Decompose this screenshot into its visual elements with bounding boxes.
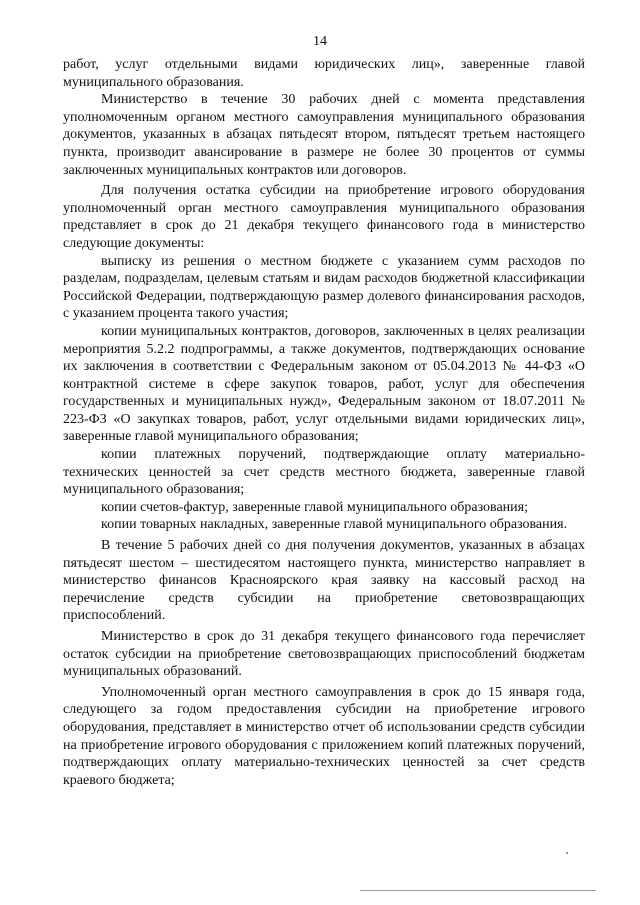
list-item-contract-copies: копии муниципальных контрактов, договоров, заключенных в целях реализации мероприятия 5.2.2 подпрограммы, а также документов, подтверждающих основание их заключения в соответствии с Федеральным законом от 05.04.2013 № 44-ФЗ «О контрактной системе в сфере закупок товаров, работ, услуг для обеспечения государственных и муниципальных нужд», Федеральным законом от 18.07.2011 № 223-ФЗ «О закупках товаров, работ, услуг отдельными видами юридических лиц», заверенные главой муниципального образования;: [63, 323, 585, 445]
paragraph-continuation: работ, услуг отдельными видами юридических лиц», заверенные главой муниципального образования.: [63, 57, 585, 90]
paragraph-usage-report: Уполномоченный орган местного самоуправления в срок до 15 января года, следующего за годом предоставления субсидии на приобретение игрового оборудования, представляет в министерство отчет об использовании средств субсидии на приобретение игрового оборудования с приложением копий платежных поручений, подтверждающих оплату материально-технических ценностей за счет средств краевого бюджета;: [63, 684, 585, 788]
scan-edge-line: [360, 890, 596, 891]
scan-speck: [566, 852, 568, 854]
paragraph-advance-payment: Министерство в течение 30 рабочих дней с момента представления уполномоченным органом местного самоуправления муниципального образования документов, указанных в абзацах пятьдесят втором, пятьдесят третьем настоящего пункта, производит авансирование в размере не более 30 процентов от суммы заключенных муниципальных контрактов или договоров.: [63, 92, 585, 178]
list-item-invoices: копии счетов-фактур, заверенные главой муниципального образования;: [101, 499, 528, 515]
list-item-payment-orders: копии платежных поручений, подтверждающие оплату материально-технических ценностей за счет средств местного бюджета, заверенные главой муниципального образования;: [63, 447, 585, 498]
page-number: 14: [313, 34, 327, 49]
list-item-budget-extract: выписку из решения о местном бюджете с указанием сумм расходов по разделам, подразделам, целевым статьям и видам расходов бюджетной классификации Российской Федерации, подтверждающую размер долевого финансирования расходов, с указанием процента такого участия;: [63, 253, 585, 322]
paragraph-cash-request: В течение 5 рабочих дней со дня получения документов, указанных в абзацах пятьдесят шестом – шестидесятом настоящего пункта, министерство направляет в министерство финансов Красноярского края заявку на кассовый расход на перечисление средств субсидии на приобретение световозвращающих приспособлений.: [63, 538, 585, 624]
list-item-waybills: копии товарных накладных, заверенные главой муниципального образования.: [101, 517, 568, 533]
paragraph-subsidy-transfer: Министерство в срок до 31 декабря текущего финансового года перечисляет остаток субсидии на приобретение световозвращающих приспособлений бюджетам муниципальных образований.: [63, 629, 585, 680]
document-body: [63, 56, 585, 789]
paragraph-required-documents-intro: Для получения остатка субсидии на приобретение игрового оборудования уполномоченный орган местного самоуправления муниципального образования представляет в срок до 21 декабря текущего финансового года в министерство следующие документы:: [63, 183, 585, 251]
